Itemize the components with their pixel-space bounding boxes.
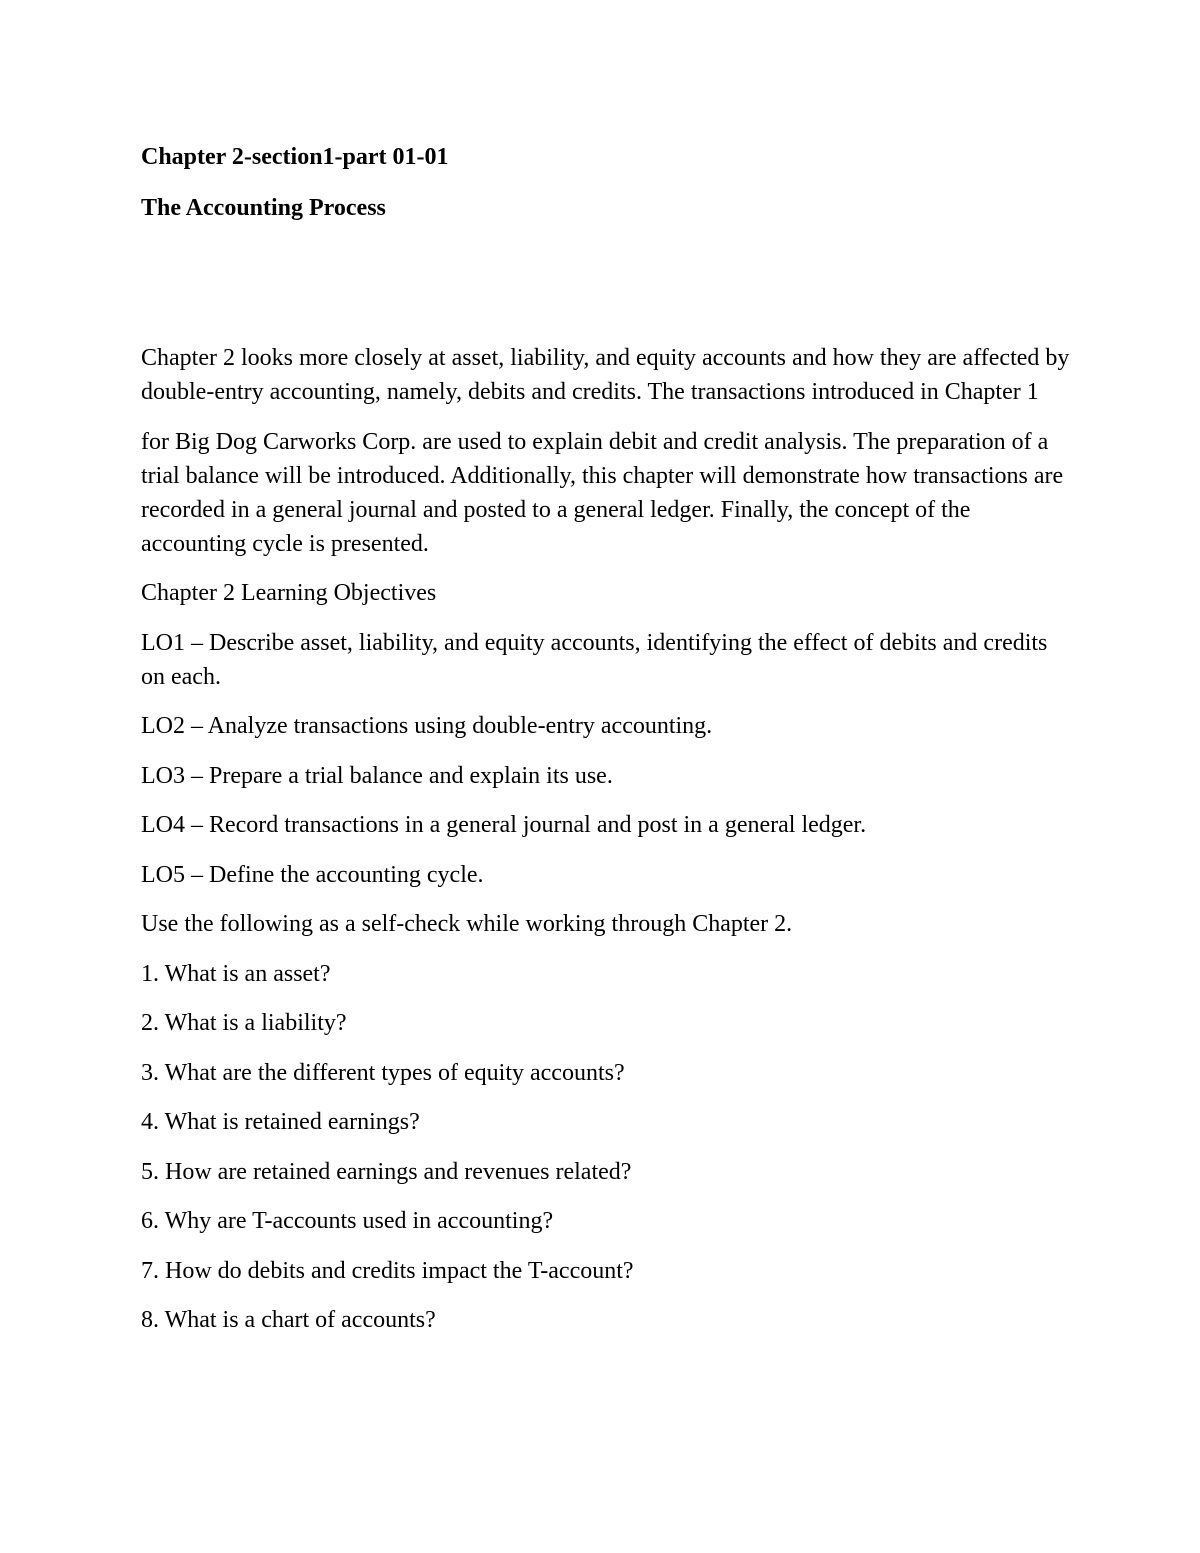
question-item: 5. How are retained earnings and revenues related? bbox=[141, 1158, 632, 1185]
question-item: 8. What is a chart of accounts? bbox=[141, 1307, 436, 1333]
intro-paragraph: for Big Dog Carworks Corp. are used to explain debit and credit analysis. The preparation of a trial balance will be introduced. Additionally, this chapter will demonstrate how transactions are recorded in a general journal and posted to a general ledger. Finally, the concept of the accounting cycle is presented. bbox=[141, 428, 1064, 557]
objectives-heading: Chapter 2 Learning Objectives bbox=[141, 580, 437, 606]
questions-list bbox=[141, 957, 1071, 1338]
question-item: 1. What is an asset? bbox=[141, 960, 331, 987]
intro-paragraph: Chapter 2 looks more closely at asset, liability, and equity accounts and how they are affected by double-entry accounting, namely, debits and credits. The transactions introduced in Chapter 1 bbox=[141, 345, 1070, 405]
document-subtitle: The Accounting Process bbox=[141, 195, 386, 221]
self-check-intro: Use the following as a self-check while working through Chapter 2. bbox=[141, 911, 793, 937]
document-title: Chapter 2-section1-part 01-01 bbox=[141, 144, 449, 170]
question-item: 7. How do debits and credits impact the T-account? bbox=[141, 1257, 634, 1284]
objective-item: LO2 – Analyze transactions using double-entry accounting. bbox=[141, 713, 713, 739]
question-item: 4. What is retained earnings? bbox=[141, 1109, 420, 1135]
objective-item: LO4 – Record transactions in a general journal and post in a general ledger. bbox=[141, 812, 867, 838]
document-content bbox=[141, 140, 1071, 1353]
objective-item: LO5 – Define the accounting cycle. bbox=[141, 861, 484, 888]
question-item: 2. What is a liability? bbox=[141, 1010, 347, 1036]
question-item: 3. What are the different types of equity accounts? bbox=[141, 1059, 625, 1086]
objective-item: LO3 – Prepare a trial balance and explain its use. bbox=[141, 762, 613, 789]
objectives-list bbox=[141, 626, 1071, 892]
question-item: 6. Why are T-accounts used in accounting? bbox=[141, 1208, 554, 1234]
objective-item: LO1 – Describe asset, liability, and equity accounts, identifying the effect of debits and credits on each. bbox=[141, 629, 1048, 690]
